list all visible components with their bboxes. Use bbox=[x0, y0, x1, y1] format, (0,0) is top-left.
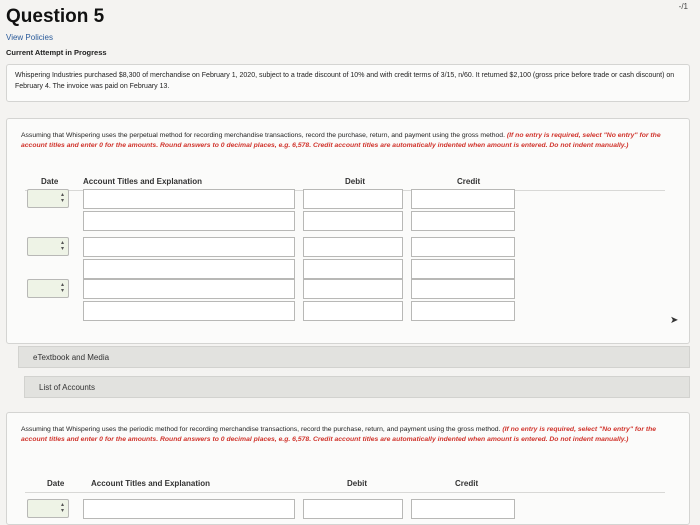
account-header: Account Titles and Explanation bbox=[91, 479, 210, 488]
mouse-cursor-icon: ➤ bbox=[670, 315, 679, 326]
debit-header: Debit bbox=[345, 177, 365, 186]
date-select[interactable] bbox=[27, 237, 69, 256]
journal-row bbox=[27, 211, 667, 231]
date-header: Date bbox=[47, 479, 65, 488]
debit-input[interactable] bbox=[303, 499, 403, 519]
credit-input[interactable] bbox=[411, 237, 515, 257]
account-input[interactable] bbox=[83, 237, 295, 257]
credit-input[interactable] bbox=[411, 499, 515, 519]
date-select[interactable] bbox=[27, 189, 69, 208]
journal-row bbox=[27, 301, 667, 321]
credit-input[interactable] bbox=[411, 301, 515, 321]
problem-text: Whispering Industries purchased $8,300 of merchandise on February 1, 2020, subject to a trade discount of 10% and with credit terms of 3/15, n/60. It returned $2,100 (gross price before trade or cash discount) on February 4. The invoice was paid on February 13. bbox=[15, 72, 675, 90]
perpetual-note: (If no entry is required, select "No entry" for the account titles and enter 0 for the amounts. Round answers to 0 decimal places, e.g. 6,578. Credit account titles are automatically indented when amount is entered. Do not indent manually.) bbox=[21, 132, 661, 149]
credit-input[interactable] bbox=[411, 211, 515, 231]
journal-row bbox=[27, 499, 667, 519]
account-input[interactable] bbox=[83, 499, 295, 519]
debit-input[interactable] bbox=[303, 279, 403, 299]
debit-input[interactable] bbox=[303, 301, 403, 321]
credit-input[interactable] bbox=[411, 279, 515, 299]
periodic-note: (If no entry is required, select "No entry" for the account titles and enter 0 for the amounts. Round answers to 0 decimal places, e.g. 6,578. Credit account titles are automatically indented when amount is entered. Do not indent manually.) bbox=[21, 426, 657, 443]
account-header: Account Titles and Explanation bbox=[83, 177, 202, 186]
account-input[interactable] bbox=[83, 301, 295, 321]
account-input[interactable] bbox=[83, 211, 295, 231]
debit-input[interactable] bbox=[303, 189, 403, 209]
journal-row bbox=[27, 189, 667, 209]
journal-table-header bbox=[25, 475, 665, 493]
journal-row bbox=[27, 259, 667, 279]
etextbook-button[interactable]: eTextbook and Media bbox=[18, 346, 690, 368]
debit-input[interactable] bbox=[303, 259, 403, 279]
periodic-section bbox=[6, 412, 690, 525]
account-input[interactable] bbox=[83, 279, 295, 299]
attempt-status: Current Attempt in Progress bbox=[6, 48, 107, 57]
date-select[interactable] bbox=[27, 279, 69, 298]
account-input[interactable] bbox=[83, 259, 295, 279]
question-title: Question 5 bbox=[6, 6, 105, 27]
journal-row bbox=[27, 237, 667, 257]
journal-row bbox=[27, 279, 667, 299]
perpetual-section bbox=[6, 118, 690, 344]
date-header: Date bbox=[41, 177, 59, 186]
debit-input[interactable] bbox=[303, 211, 403, 231]
date-select[interactable] bbox=[27, 499, 69, 518]
credit-input[interactable] bbox=[411, 259, 515, 279]
view-policies-link[interactable]: View Policies bbox=[6, 33, 53, 42]
debit-header: Debit bbox=[347, 479, 367, 488]
credit-header: Credit bbox=[457, 177, 481, 186]
score-indicator: -/1 bbox=[678, 2, 688, 11]
credit-header: Credit bbox=[455, 479, 479, 488]
problem-statement bbox=[6, 64, 690, 102]
list-of-accounts-button[interactable]: List of Accounts bbox=[24, 376, 690, 398]
account-input[interactable] bbox=[83, 189, 295, 209]
debit-input[interactable] bbox=[303, 237, 403, 257]
perpetual-instruction: Assuming that Whispering uses the perpetual method for recording merchandise transactions, record the purchase, return, and payment using the gross method. (If no entry is required, select "No entry" for the account titles and enter 0 for the amounts. Round answers to 0 decimal places, e.g. 6,578. Credit account titles are automatically indented when amount is entered. Do not indent manually.) bbox=[21, 132, 661, 149]
credit-input[interactable] bbox=[411, 189, 515, 209]
periodic-instruction: Assuming that Whispering uses the periodic method for recording merchandise transactions, record the purchase, return, and payment using the gross method. (If no entry is required, select "No entry" for the account titles and enter 0 for the amounts. Round answers to 0 decimal places, e.g. 6,578. Credit account titles are automatically indented when amount is entered. Do not indent manually.) bbox=[21, 426, 657, 443]
